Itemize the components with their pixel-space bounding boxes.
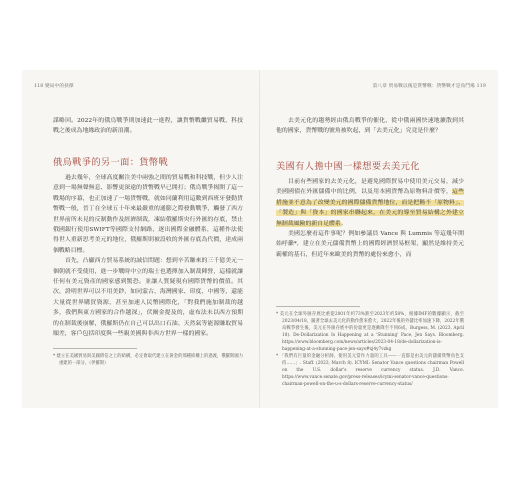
right-paragraph-1-start: 目前有些國家的去美元化，是避免國際貿易中使用美元交易，減少美國國債在外匯儲備中的比例，以及用本國貨幣為原物料計價等， [276, 179, 464, 196]
right-footnote-1: * 美元在全球外匯存底比重從2001年約73%跌至2023年約58%，根據IMF的數據顯示，截至2023/04/18，隨著全球去美元化的動作愈來愈大，2022年後的外儲比率加速下降，2022年俄烏戰爭發生後，美元在外匯存底中的份量更是逐漸降至不到6成。Burgess, M. (2023, April 18). De-Dollarization Is Happening at a 'Stunning' Pace, Jen Says. Bloomberg. https://www.bloomberg.com/news/articles/2023-04-18/de-dollarization-is-happening-at-a-stunning-pace-jen-says#xj4y7vzkg [276, 312, 464, 352]
book-spread [22, 70, 498, 408]
right-page [260, 70, 498, 408]
left-footnote: * 建立在美國貿易與美國債信之上的結構，必定會取代建立在黃金的那種結構上的過渡，俄羅斯國力重建的一部分。（伊羅斯） [53, 354, 243, 366]
right-page-header: 第八章 貿易戰以後是貨幣戰：貨幣戰才是角鬥場 119 [372, 84, 486, 89]
left-intro-paragraph [53, 116, 243, 137]
right-footnotes [276, 311, 464, 388]
left-body [53, 173, 243, 340]
left-footnote-rule [53, 348, 137, 349]
right-section-heading: 美國有人擔中國一樣想要去美元化 [276, 161, 420, 172]
right-intro-paragraph [276, 116, 464, 137]
right-paragraph-1-end: 。 [340, 220, 347, 227]
left-footnotes [53, 353, 243, 367]
left-page-header: 118 變局中的抉擇 [34, 84, 74, 89]
right-footnote-2: * 「我們有巨量的金融分析師，使用美元當作力量的工具——一直都是由美元的儲備貨幣角色支持……」. Staff. (2023, March 8). ICYMI: Senator Vance questions chairman Powell on the U.S. dollar's reserve currency status. J.D. Vance. https://www.vance.senate.gov/press-releases/icymi-senator-vance-questions-chairman-powell-on-the-u-s-dollars-reserve-currency-status/ [276, 354, 464, 387]
left-paragraph-2: 首先，凸顯西方貿易系統的誠信問題：想到辛苦賺來的三千億美元一個朝就不受使用，進一步戰時中立的瑞士也選擇加入制裁陣營，這樣就讓任何有美元資產的國家感到驚恐。並讓人質疑現有國際貨幣的價值。其次，證明世界可以不用美鈔，如同蒙古、海灣國家、印度、中國等，還能大量從世界購買資源，甚至加速人民幣國際化，「對我們施加制裁的越多，我們與東方國家的合作越深」，伏爾金提及的，虛布法未以西方預期的在制裁後崩解，俄羅斯仍在自己可以出口石油、天然氣等能源賺取貿易順差，客戶包括印度與一些親美國與非西方世界一樣的國家。 [53, 258, 243, 338]
left-paragraph-1: 過去幾年，全球高度關注美中兩強之間的貿易戰和科技戰，但少人注意到一場無聲無息、影響更深遠的貨幣戰早已開打；俄烏戰爭揭開了這一戰場的序幕，也正加速了一場貨幣戰，就如同蘭利用這數到西班牙發動貨幣戰一般，晉丁在全球五十年來最嚴重的通膨之際發動戰爭，觸發了西方世界前所未見的反制動作及經濟制裁，凍結俄羅斯央行外匯的存底，禁止俄國銀行使用SWIFT等國際支付網路，逐出國際金融體系，這種作法使得世人重新思考美元的地位，俄羅斯則被設收的外匯存底為代價，達成兩個戰略目標。 [53, 175, 243, 254]
highlighted-passage: 這些措施並不意為了改變美元的國際儲備貨幣地位，而是把稱不「原物料」、「製造」與「資本」的國家串聯起來，在美元的導至貿易結構之外建立無制裁風險的新自足體系 [276, 189, 465, 227]
left-page [22, 70, 260, 408]
right-paragraph-2: 美國怎麼看這件事呢？例如參議員 Vance 與 Lummis 等這幾年開始呼籲*，建立在美元儲備貨幣上的國際經濟貿易框架，顯然是維持美元霸權的基石，但近年來歐美的貨幣的處份來愈小，而 [276, 231, 464, 258]
left-section-heading: 俄烏戰爭的另一面：貨幣戰 [53, 157, 169, 168]
right-footnote-rule [276, 306, 360, 307]
left-intro-text: 謀略回。2022年的俄烏戰爭則加速此一進程，讓貨幣戰繼貿易戰、科技戰之後成為地緣政治的新浪潮。 [53, 118, 243, 135]
right-intro-text: 去美元化的趨勢經由俄烏戰爭的催化，從中俄兩國快速地擴散到其他的國家，貨幣戰的號角被吹起，到「去美元化」究竟是什麼？ [276, 118, 464, 135]
right-paragraph-1 [276, 177, 464, 229]
right-body [276, 177, 464, 260]
